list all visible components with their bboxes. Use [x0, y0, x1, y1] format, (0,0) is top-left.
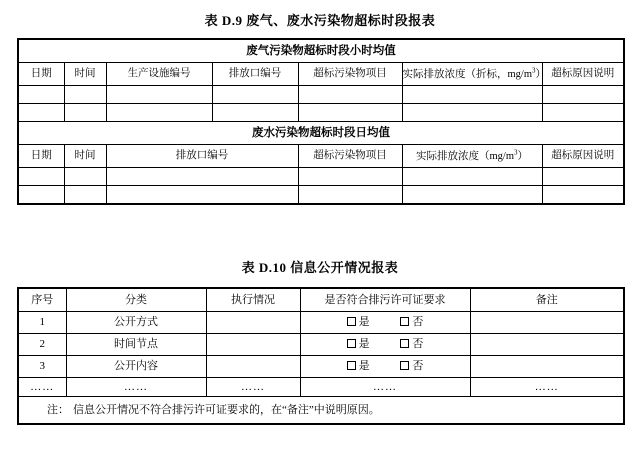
waste-gas-section-header: 废气污染物超标时段小时均值	[18, 39, 624, 63]
col-outlet-code: 排放口编号	[212, 63, 298, 86]
cell-date[interactable]	[18, 86, 64, 104]
cell-index: 3	[18, 356, 66, 378]
cell-date[interactable]	[18, 168, 64, 186]
table-row[interactable]	[18, 334, 624, 356]
compliance-no-option[interactable]	[400, 338, 423, 350]
col-remark: 备注	[470, 288, 624, 312]
table-d9-container	[17, 38, 623, 205]
cell-execution-status[interactable]	[206, 334, 300, 356]
checkbox-icon[interactable]	[347, 339, 356, 348]
concentration-tail: ）	[535, 68, 547, 80]
cell-pollutant-item[interactable]	[298, 86, 402, 104]
table-row[interactable]	[18, 104, 624, 122]
col-pollutant-item: 超标污染物项目	[298, 145, 402, 168]
col-exceed-reason: 超标原因说明	[542, 145, 624, 168]
checkbox-icon[interactable]	[400, 339, 409, 348]
cell-outlet-code[interactable]	[212, 104, 298, 122]
table-note-row	[18, 397, 624, 425]
cell-actual-concentration[interactable]	[402, 86, 542, 104]
compliance-yes-option[interactable]	[347, 316, 370, 328]
cell-permit-compliance[interactable]	[300, 334, 470, 356]
compliance-no-option[interactable]	[400, 360, 423, 372]
compliance-yes-option[interactable]	[347, 338, 370, 350]
table-d9-title: 表 D.9 废气、废水污染物超标时段报表	[204, 13, 436, 28]
waste-water-section-header: 废水污染物超标时段日均值	[18, 122, 624, 145]
compliance-no-option[interactable]	[400, 316, 423, 328]
cell-date[interactable]	[18, 186, 64, 205]
option-label-yes: 是	[358, 360, 370, 373]
concentration-base: 实际排放浓度（折标，mg/m	[402, 68, 533, 80]
cell-remark-ellipsis: ……	[470, 378, 624, 397]
table-d10	[17, 287, 625, 425]
cell-time[interactable]	[64, 104, 106, 122]
option-label-no: 否	[412, 338, 424, 351]
cell-exceed-reason[interactable]	[542, 168, 624, 186]
cell-exceed-reason[interactable]	[542, 86, 624, 104]
table-row[interactable]	[18, 356, 624, 378]
col-index: 序号	[18, 288, 66, 312]
cell-execution-status[interactable]	[206, 356, 300, 378]
option-label-no: 否	[412, 360, 424, 373]
cell-actual-concentration[interactable]	[402, 168, 542, 186]
col-outlet-code: 排放口编号	[106, 145, 298, 168]
table-row[interactable]	[18, 86, 624, 104]
note-label: 注：	[47, 403, 69, 416]
option-label-no: 否	[412, 316, 424, 329]
cell-category-ellipsis: ……	[66, 378, 206, 397]
cell-outlet-code[interactable]	[212, 86, 298, 104]
cell-pollutant-item[interactable]	[298, 104, 402, 122]
checkbox-icon[interactable]	[400, 361, 409, 370]
col-exceed-reason: 超标原因说明	[542, 63, 624, 86]
cell-pollutant-item[interactable]	[298, 186, 402, 205]
col-date: 日期	[18, 63, 64, 86]
table-row[interactable]	[18, 186, 624, 205]
cell-pollutant-item[interactable]	[298, 168, 402, 186]
note-text: 信息公开情况不符合排污许可证要求的，在“备注”中说明原因。	[73, 403, 380, 416]
option-label-yes: 是	[358, 338, 370, 351]
col-execution-status: 执行情况	[206, 288, 300, 312]
table-row[interactable]	[18, 312, 624, 334]
table-note	[18, 397, 624, 425]
col-facility-code: 生产设施编号	[106, 63, 212, 86]
cell-index: 2	[18, 334, 66, 356]
cell-outlet-code[interactable]	[106, 186, 298, 205]
cell-remark[interactable]	[470, 312, 624, 334]
cell-index-ellipsis: ……	[18, 378, 66, 397]
table-d10-title: 表 D.10 信息公开情况报表	[241, 260, 399, 275]
cell-index: 1	[18, 312, 66, 334]
table-row-ellipsis	[18, 378, 624, 397]
table-d9	[17, 38, 625, 205]
waste-gas-column-header-row	[18, 63, 624, 86]
col-pollutant-item: 超标污染物项目	[298, 63, 402, 86]
cell-permit-compliance[interactable]	[300, 312, 470, 334]
cell-time[interactable]	[64, 86, 106, 104]
waste-water-section-header-row	[18, 122, 624, 145]
cell-remark[interactable]	[470, 334, 624, 356]
cell-time[interactable]	[64, 186, 106, 205]
cell-date[interactable]	[18, 104, 64, 122]
cell-outlet-code[interactable]	[106, 168, 298, 186]
option-label-yes: 是	[358, 316, 370, 329]
cell-permit-compliance-ellipsis: ……	[300, 378, 470, 397]
cell-facility-code[interactable]	[106, 86, 212, 104]
col-time: 时间	[64, 145, 106, 168]
document-page	[0, 10, 640, 462]
cell-actual-concentration[interactable]	[402, 104, 542, 122]
col-date: 日期	[18, 145, 64, 168]
cell-exceed-reason[interactable]	[542, 186, 624, 205]
concentration-tail: ）	[517, 150, 528, 162]
checkbox-icon[interactable]	[347, 361, 356, 370]
table-row[interactable]	[18, 168, 624, 186]
d10-column-header-row	[18, 288, 624, 312]
concentration-exponent: 3	[532, 66, 536, 75]
col-actual-concentration	[402, 145, 542, 168]
cell-facility-code[interactable]	[106, 104, 212, 122]
col-permit-compliance: 是否符合排污许可证要求	[300, 288, 470, 312]
cell-actual-concentration[interactable]	[402, 186, 542, 205]
cell-category: 公开方式	[66, 312, 206, 334]
waste-water-column-header-row	[18, 145, 624, 168]
cell-remark[interactable]	[470, 356, 624, 378]
table-d10-container	[17, 287, 623, 425]
waste-gas-section-header-row	[18, 39, 624, 63]
cell-execution-status[interactable]	[206, 312, 300, 334]
cell-category: 公开内容	[66, 356, 206, 378]
cell-exceed-reason[interactable]	[542, 104, 624, 122]
col-actual-concentration	[402, 63, 547, 86]
cell-execution-status-ellipsis: ……	[206, 378, 300, 397]
cell-category: 时间节点	[66, 334, 206, 356]
concentration-exponent: 3	[514, 148, 518, 157]
cell-time[interactable]	[64, 168, 106, 186]
concentration-base: 实际排放浓度（mg/m	[415, 150, 514, 162]
compliance-yes-option[interactable]	[347, 360, 370, 372]
col-time: 时间	[64, 63, 106, 86]
cell-permit-compliance[interactable]	[300, 356, 470, 378]
checkbox-icon[interactable]	[400, 317, 409, 326]
checkbox-icon[interactable]	[347, 317, 356, 326]
col-category: 分类	[66, 288, 206, 312]
